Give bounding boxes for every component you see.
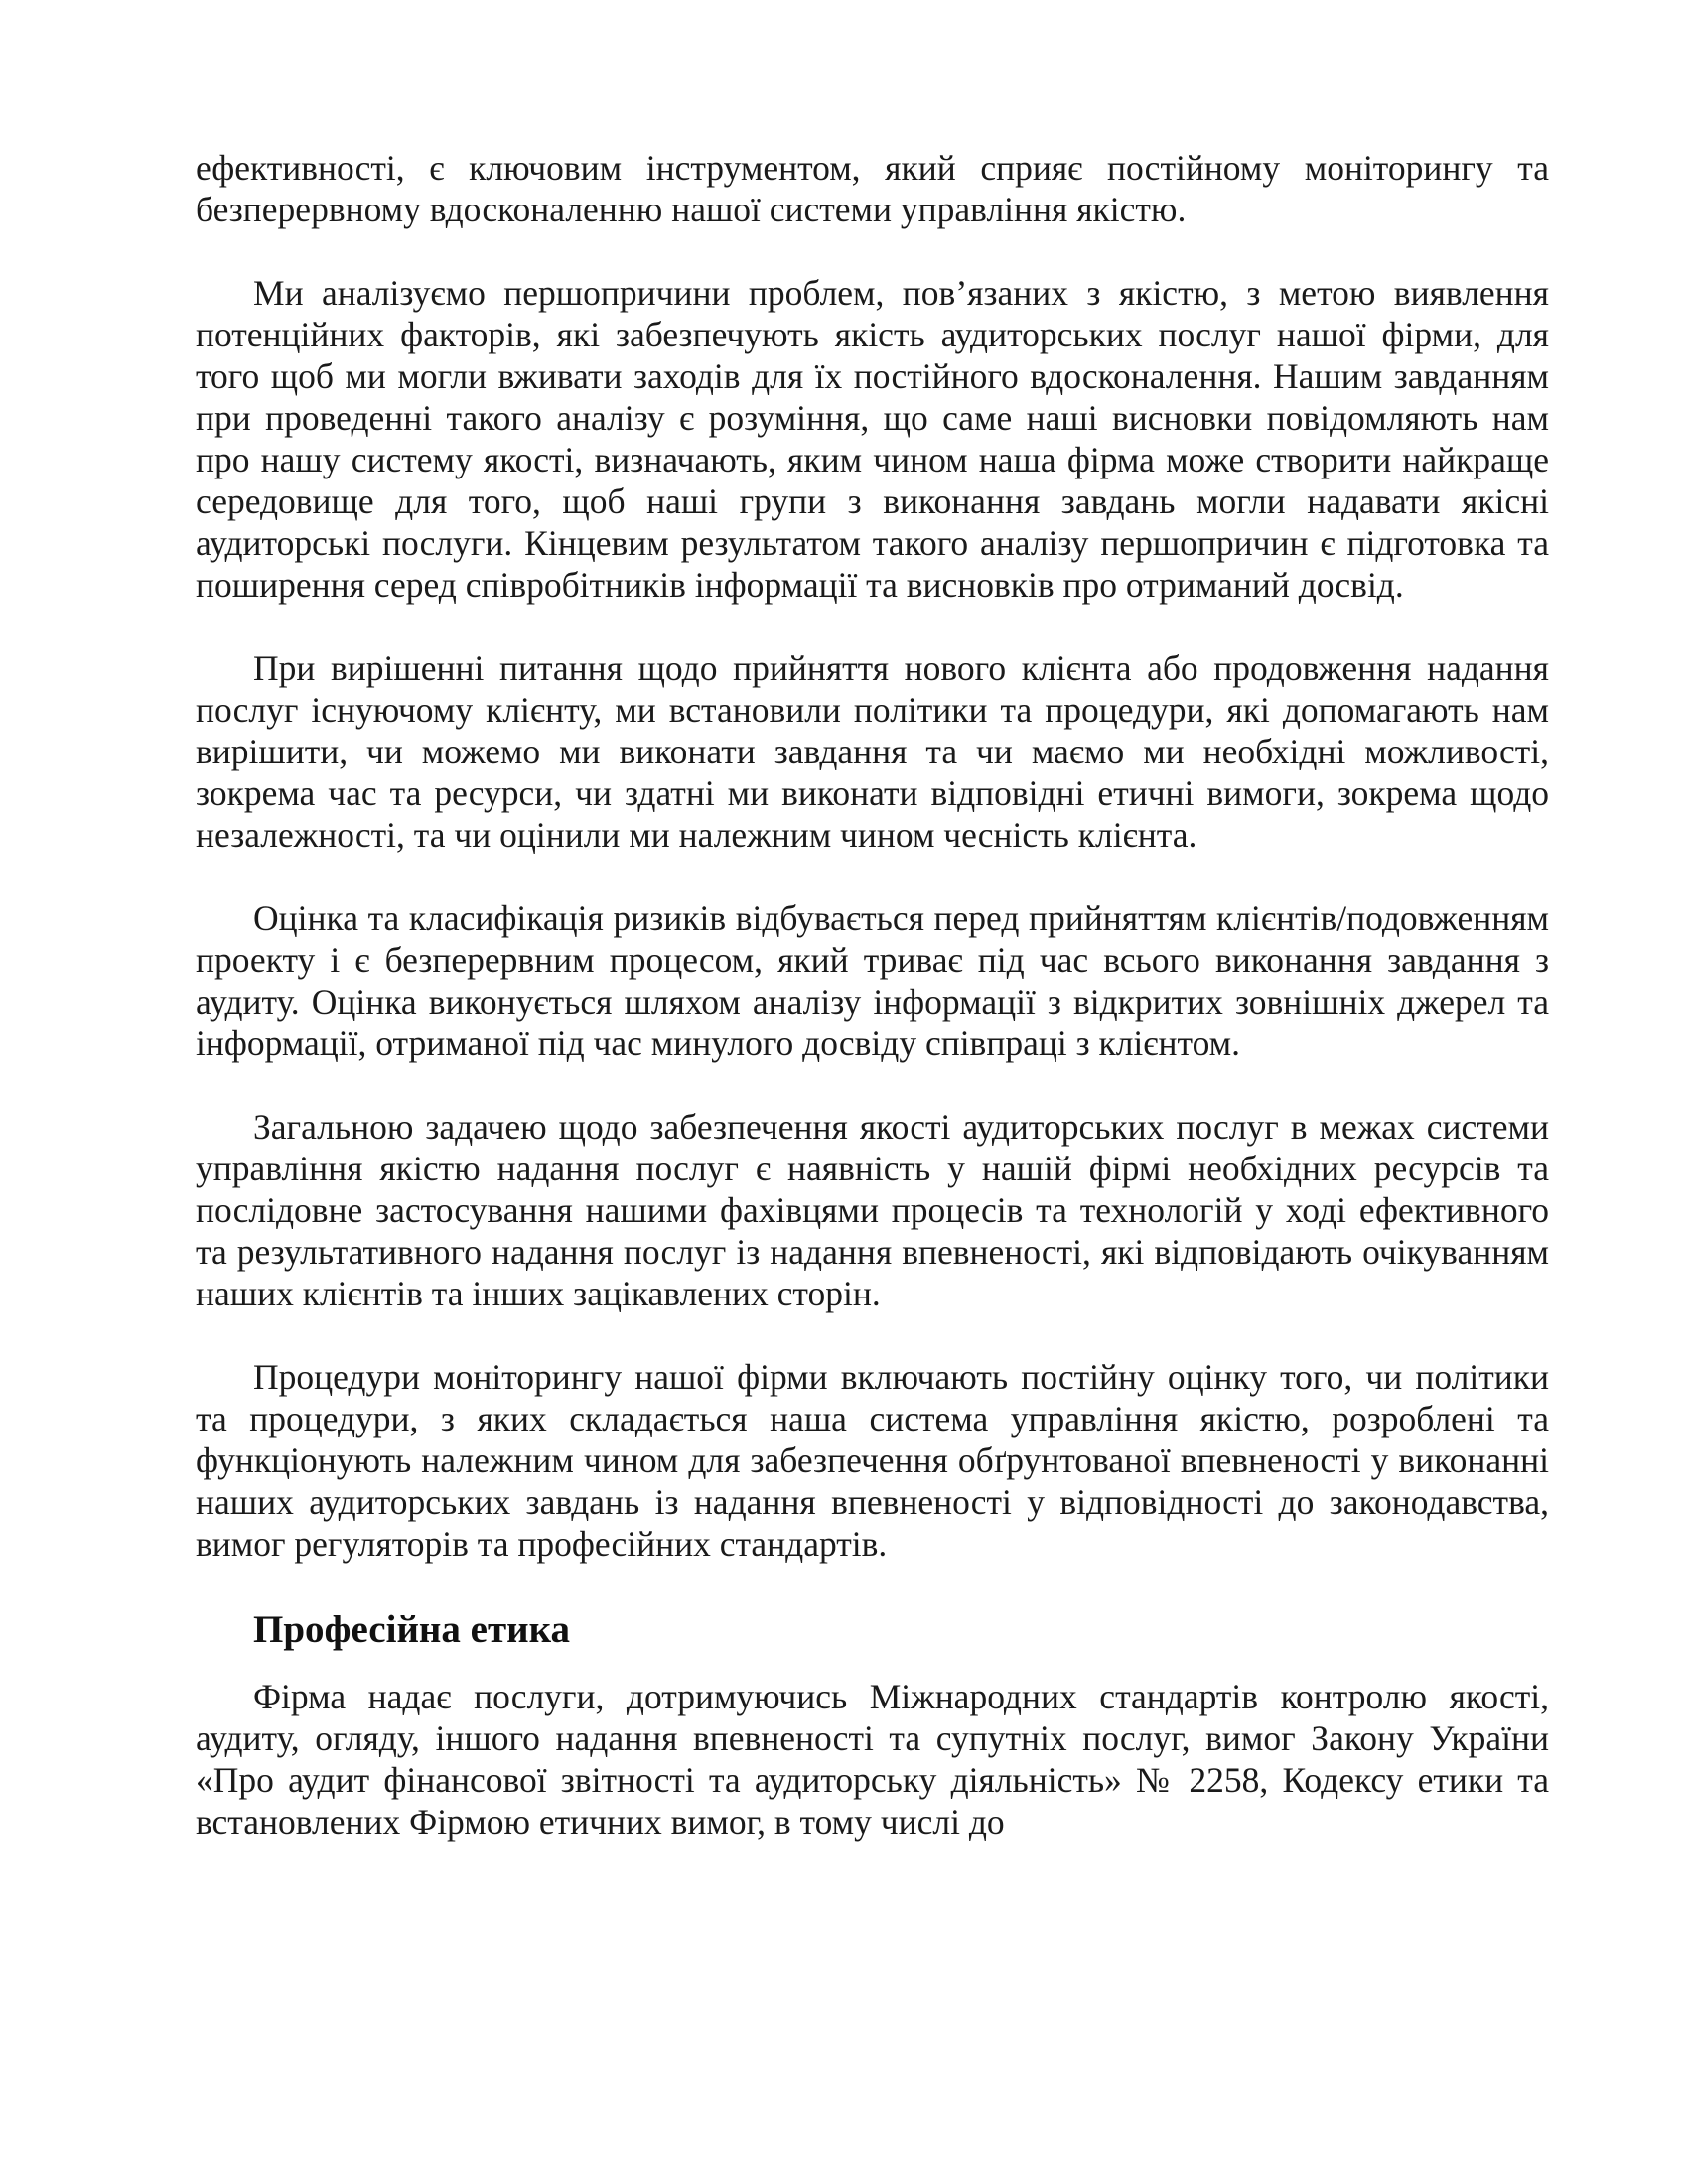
paragraph-quality-objective: Загальною задачею щодо забезпечення якості аудиторських послуг в межах системи управління якістю надання послуг є наявність у нашій фірмі необхідних ресурсів та послідовне застосування нашими фахівцями процесів та технологій у ході ефективного та результативного надання послуг із надання впевненості, які відповідають очікуванням наших клієнтів та інших зацікавлених сторін. <box>196 1107 1549 1313</box>
paragraph-risk-assessment: Оцінка та класифікація ризиків відбувається перед прийняттям клієнтів/подовженням проекту і є безперервним процесом, який триває під час всього виконання завдання з аудиту. Оцінка виконується шляхом аналізу інформації з відкритих зовнішніх джерел та інформації, отриманої під час минулого досвіду співпраці з клієнтом. <box>196 898 1549 1063</box>
paragraph-continuation: ефективності, є ключовим інструментом, який сприяє постійному моніторингу та безперервному вдосконаленню нашої системи управління якістю. <box>196 148 1549 229</box>
paragraph-ethics-intro: Фірма надає послуги, дотримуючись Міжнародних стандартів контролю якості, аудиту, огляду, іншого надання впевненості та супутніх послуг, вимог Закону України «Про аудит фінансової звітності та аудиторську діяльність» № 2258, Кодексу етики та встановлених Фірмою етичних вимог, в тому числі до <box>196 1677 1549 1842</box>
paragraph-monitoring-procedures: Процедури моніторингу нашої фірми включають постійну оцінку того, чи політики та процедури, з яких складається наша система управління якістю, розроблені та функціонують належним чином для забезпечення обґрунтованої впевненості у виконанні наших аудиторських завдань із надання впевненості у відповідності до законодавства, вимог регуляторів та професійних стандартів. <box>196 1357 1549 1564</box>
paragraph-root-cause-analysis: Ми аналізуємо першопричини проблем, пов’язаних з якістю, з метою виявлення потенційних факторів, які забезпечують якість аудиторських послуг нашої фірми, для того щоб ми могли вживати заходів для їх постійного вдосконалення. Нашим завданням при проведенні такого аналізу є розуміння, що саме наші висновки повідомляють нам про нашу систему якості, визначають, яким чином наша фірма може створити найкраще середовище для того, щоб наші групи з виконання завдань могли надавати якісні аудиторські послуги. Кінцевим результатом такого аналізу першопричин є підготовка та поширення серед співробітників інформації та висновків про отриманий досвід. <box>196 273 1549 605</box>
page-content <box>196 147 1549 1843</box>
paragraph-client-acceptance: При вирішенні питання щодо прийняття нового клієнта або продовження надання послуг існуючому клієнту, ми встановили політики та процедури, які допомагають нам вирішити, чи можемо ми виконати завдання та чи маємо ми необхідні можливості, зокрема час та ресурси, чи здатні ми виконати відповідні етичні вимоги, зокрема щодо незалежності, та чи оцінили ми належним чином чесність клієнта. <box>196 648 1549 855</box>
section-heading-professional-ethics: Професійна етика <box>253 1608 570 1651</box>
